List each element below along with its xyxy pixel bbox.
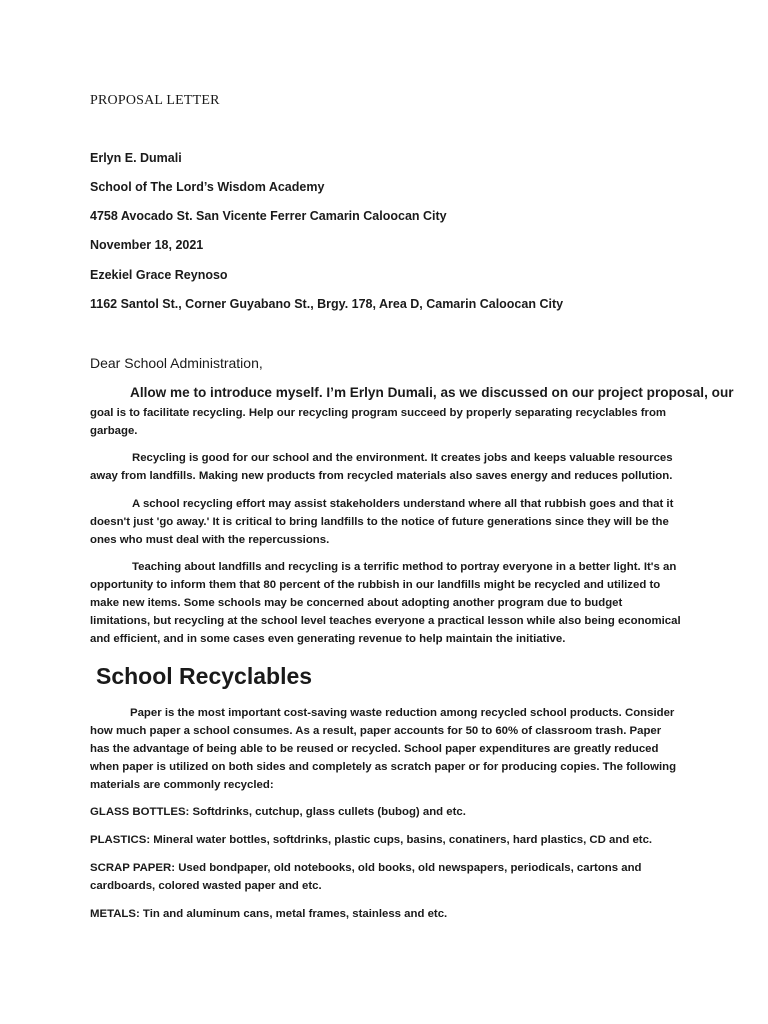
- intro-first-line: Allow me to introduce myself. I’m Erlyn Dumali, as we discussed on our project proposal, our: [130, 385, 734, 400]
- body-paragraph-3: A school recycling effort may assist stakeholders understand where all that rubbish goes and that it doesn't just 'go away.' It is critical to bring landfills to the notice of future generations since they will be the ones who must deal with the repercussions.: [90, 498, 674, 546]
- item-metals: METALS: Tin and aluminum cans, metal frames, stainless and etc.: [90, 908, 448, 920]
- intro-paragraph: goal is to facilitate recycling. Help our recycling program succeed by properly separating recyclables from garbage.: [90, 407, 667, 437]
- body-paragraph-4: Teaching about landfills and recycling is a terrific method to portray everyone in a better light. It's an opportunity to inform them that 80 percent of the rubbish in our landfills might be recycled and utilized to make new items. Some schools may be concerned about adopting another program due to budget limitations, but recycling at the school level teaches everyone a practical lesson while also being economical and efficient, and in some cases even generating revenue to help maintain the initiative.: [90, 561, 681, 645]
- letter-title: PROPOSAL LETTER: [90, 93, 220, 108]
- recipient-name: Ezekiel Grace Reynoso: [90, 268, 228, 282]
- salutation: Dear School Administration,: [90, 355, 263, 371]
- letter-date: November 18, 2021: [90, 238, 204, 252]
- item-plastics: PLASTICS: Mineral water bottles, softdrinks, plastic cups, basins, conatiners, hard plastics, CD and etc.: [90, 834, 653, 846]
- school-name: School of The Lord’s Wisdom Academy: [90, 180, 325, 194]
- section-heading: School Recyclables: [96, 663, 313, 689]
- paper-paragraph: Paper is the most important cost-saving waste reduction among recycled school products. Consider how much paper a school consumes. As a result, paper accounts for 50 to 60% of classroom trash. Paper has the advantage of being able to be reused or recycled. School paper expenditures are greatly reduced when paper is utilized on both sides and completely as scratch paper or for producing copies. The following materials are commonly recycled:: [90, 707, 677, 791]
- recipient-address: 1162 Santol St., Corner Guyabano St., Brgy. 178, Area D, Camarin Caloocan City: [90, 297, 564, 311]
- sender-address: 4758 Avocado St. San Vicente Ferrer Camarin Caloocan City: [90, 209, 447, 223]
- item-glass-bottles: GLASS BOTTLES: Softdrinks, cutchup, glass cullets (bubog) and etc.: [90, 806, 466, 818]
- body-paragraph-2: Recycling is good for our school and the environment. It creates jobs and keeps valuable resources away from landfills. Making new products from recycled materials also saves energy and reduces pollution.: [90, 452, 673, 482]
- item-scrap-paper: SCRAP PAPER: Used bondpaper, old notebooks, old books, old newspapers, periodicals, cartons and cardboards, colored wasted paper and etc.: [90, 862, 642, 892]
- sender-name: Erlyn E. Dumali: [90, 151, 182, 165]
